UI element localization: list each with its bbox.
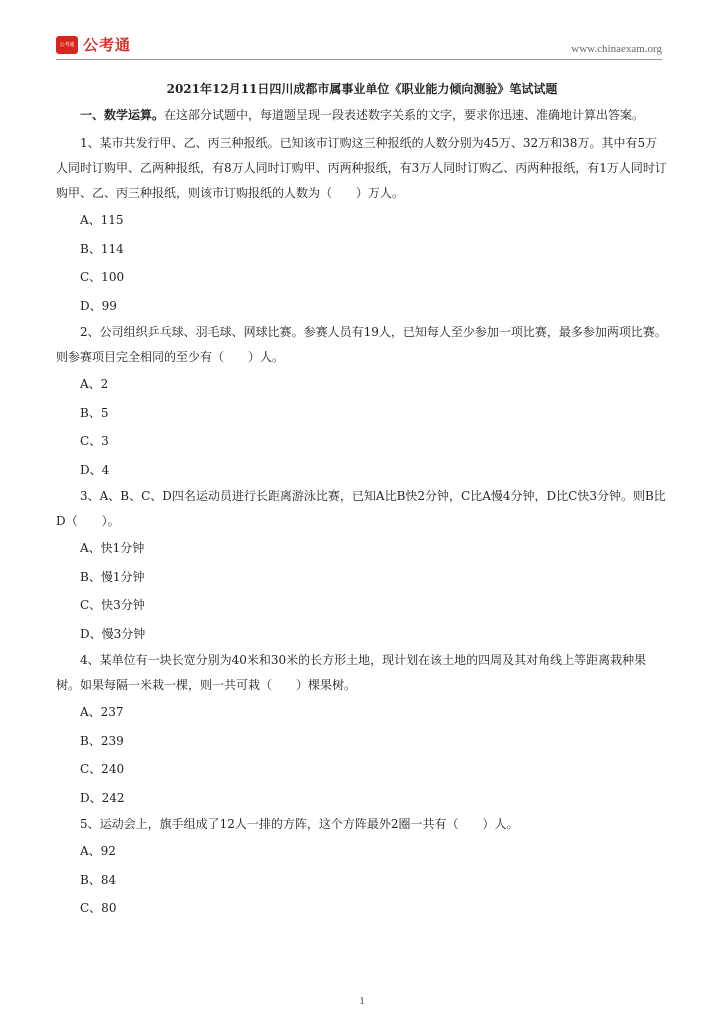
option: B、114 bbox=[80, 241, 124, 256]
option: C、快3分钟 bbox=[80, 598, 145, 612]
option: D、慢3分钟 bbox=[80, 626, 146, 641]
option: D、4 bbox=[80, 462, 110, 477]
question-3 bbox=[56, 484, 668, 648]
question-stem: 2、公司组织乒乓球、羽毛球、网球比赛。参赛人员有19人，已知每人至少参加一项比赛，最多参加两项比赛。则参赛项目完全相同的至少有（ ）人。 bbox=[56, 325, 667, 364]
option: A、2 bbox=[80, 377, 109, 391]
question-stem: 1、某市共发行甲、乙、丙三种报纸。已知该市订购这三种报纸的人数分别为45万、32万和38万。其中有5万人同时订购甲、乙两种报纸，有8万人同时订购甲、丙两种报纸，有3万人同时订购乙、丙两种报纸，有1万人同时订购甲、乙、丙三种报纸，则该市订购报纸的人数为（ ）万人。 bbox=[56, 136, 667, 200]
section-intro bbox=[56, 103, 668, 128]
page-header bbox=[56, 34, 662, 58]
option: D、242 bbox=[80, 790, 125, 805]
logo bbox=[56, 34, 131, 55]
option: A、115 bbox=[80, 213, 124, 227]
site-url: www.chinaexam.org bbox=[571, 43, 662, 55]
section-intro-text: 在这部分试题中，每道题呈现一段表述数字关系的文字，要求你迅速、准确地计算出答案。 bbox=[164, 108, 645, 122]
option: D、99 bbox=[80, 298, 117, 313]
document-body bbox=[56, 75, 668, 923]
question-stem: 5、运动会上，旗手组成了12人一排的方阵，这个方阵最外2圈一共有（ ）人。 bbox=[80, 817, 519, 831]
section-label: 一、数学运算。 bbox=[80, 108, 165, 122]
question-5 bbox=[56, 812, 668, 923]
option: B、239 bbox=[80, 733, 124, 748]
option: B、84 bbox=[80, 872, 117, 887]
option: A、237 bbox=[80, 705, 124, 719]
option: B、慢1分钟 bbox=[80, 569, 145, 584]
question-stem: 4、某单位有一块长宽分别为40米和30米的长方形土地，现计划在该土地的四周及其对角线上等距离栽种果树。如果每隔一米栽一棵，则一共可栽（ ）棵果树。 bbox=[56, 653, 647, 692]
question-4 bbox=[56, 648, 668, 812]
option: C、240 bbox=[80, 762, 125, 776]
logo-badge-icon: 公考通 bbox=[56, 36, 78, 54]
option: C、80 bbox=[80, 901, 117, 915]
option: A、快1分钟 bbox=[80, 541, 145, 555]
header-divider bbox=[56, 59, 662, 60]
question-1 bbox=[56, 131, 668, 320]
option: A、92 bbox=[80, 844, 116, 858]
question-2 bbox=[56, 320, 668, 484]
document-title: 2021年12月11日四川成都市属事业单位《职业能力倾向测验》笔试试题 bbox=[166, 82, 558, 96]
question-stem: 3、A、B、C、D四名运动员进行长距离游泳比赛，已知A比B快2分钟，C比A慢4分钟，D比C快3分钟。则B比D（ ）。 bbox=[56, 489, 666, 528]
logo-text: 公考通 bbox=[83, 36, 132, 54]
option: C、100 bbox=[80, 270, 125, 284]
option: B、5 bbox=[80, 405, 109, 420]
page-number: 1 bbox=[359, 996, 365, 1007]
option: C、3 bbox=[80, 434, 109, 448]
